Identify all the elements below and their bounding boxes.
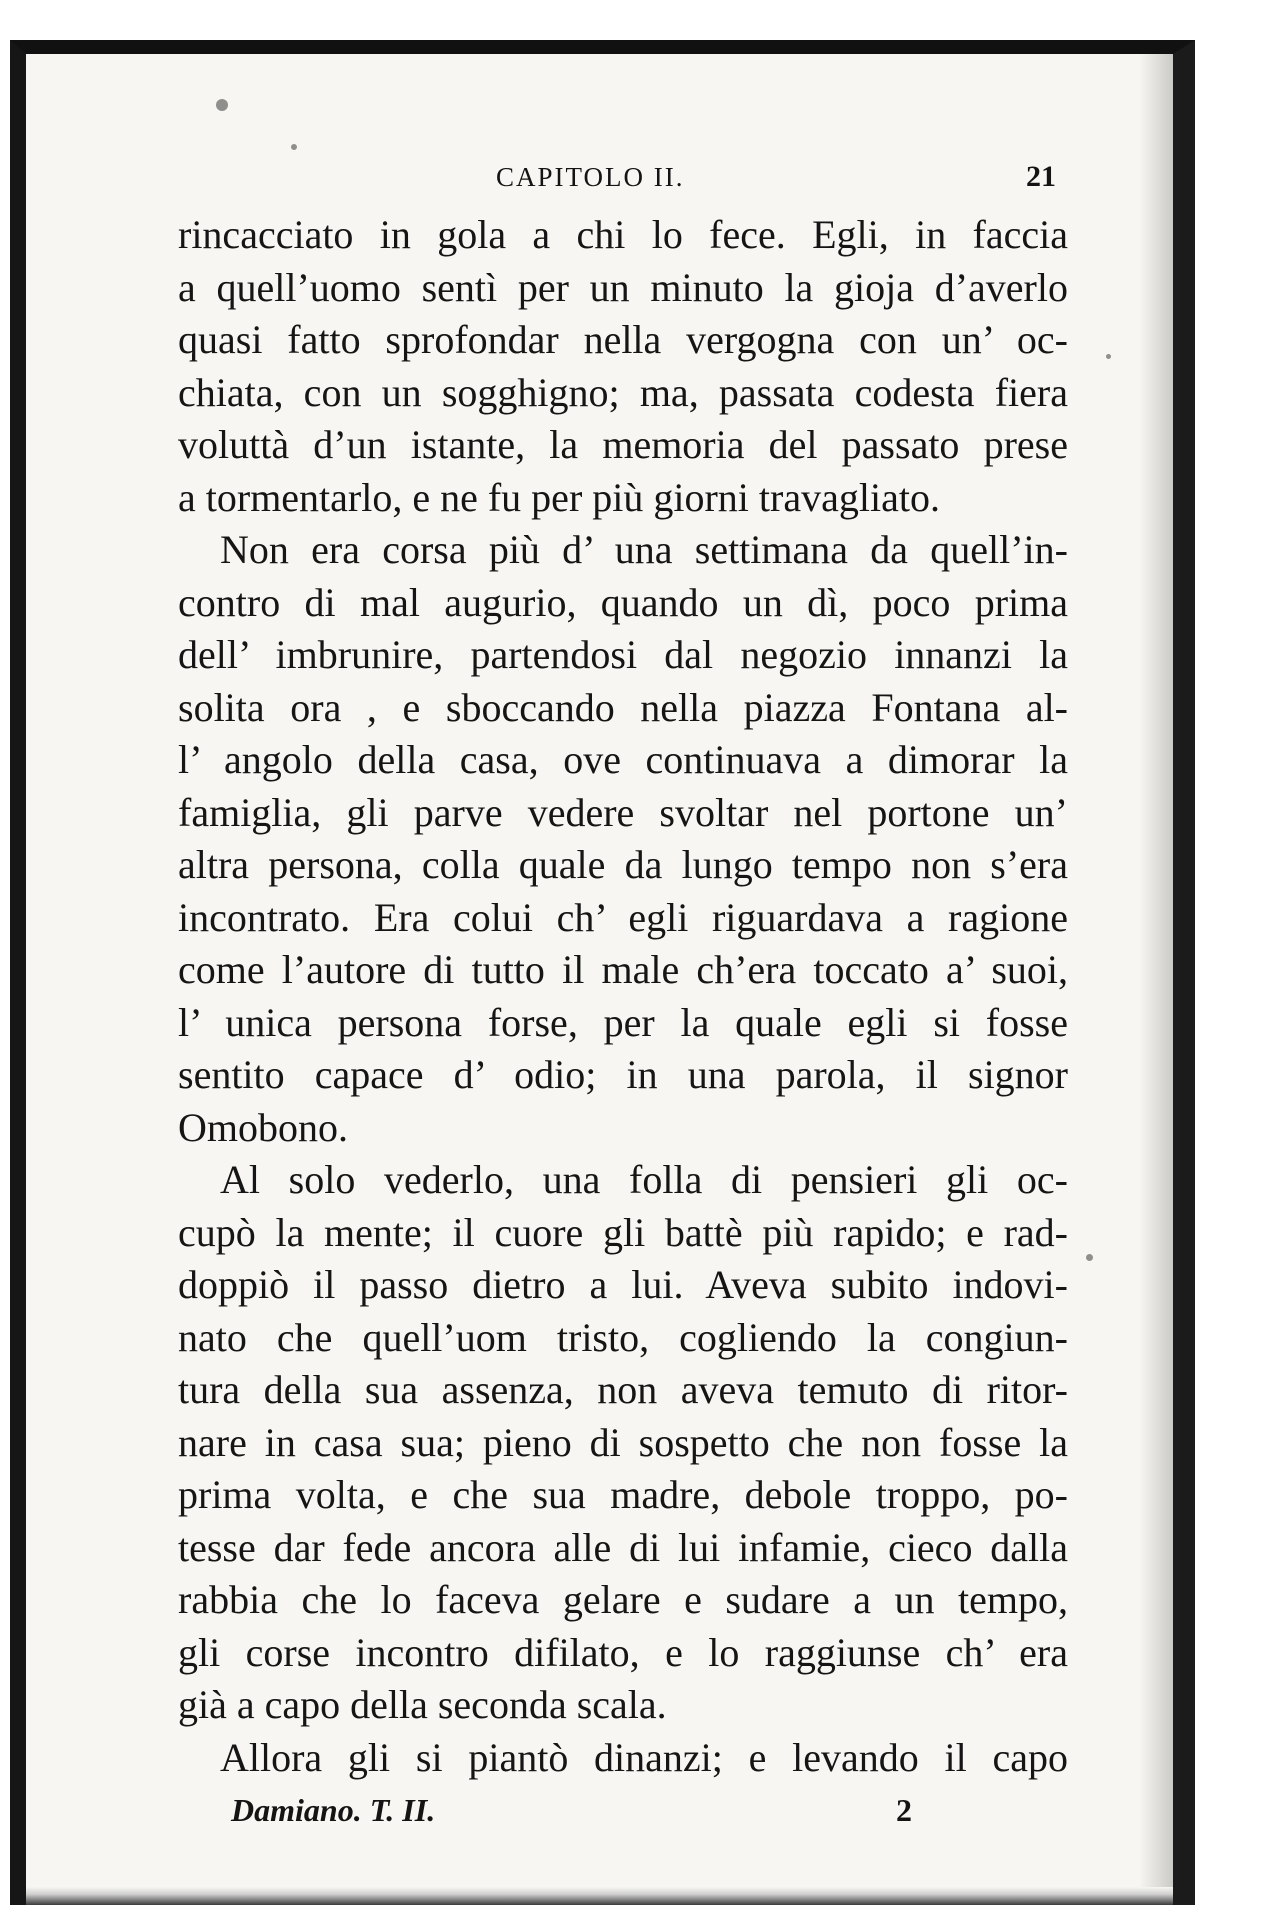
text-line: tura della sua assenza, non aveva temuto di ritor- (178, 1367, 1068, 1412)
text-line: Allora gli si piantò dinanzi; e levando il capo (220, 1734, 1068, 1780)
running-head (26, 162, 1173, 202)
text-line: altra persona, colla quale da lungo tempo non s’era (178, 842, 1068, 887)
chapter-title: CAPITOLO II. (496, 162, 685, 192)
text-line: sentito capace d’ odio; in una parola, il signor (178, 1052, 1068, 1097)
page-number: 21 (1026, 160, 1056, 193)
text-line: nare in casa sua; pieno di sospetto che non fosse la (178, 1419, 1068, 1465)
text-line: nato che quell’uom tristo, cogliendo la congiun- (178, 1314, 1068, 1360)
ink-speck (1106, 354, 1111, 359)
page-edge-shadow (1139, 54, 1173, 1905)
text-line: doppiò il passo dietro a lui. Aveva subito indovi- (178, 1262, 1068, 1307)
text-line: tesse dar fede ancora alle di lui infamie, cieco dalla (178, 1524, 1068, 1570)
text-line: a quell’uomo sentì per un minuto la gioja d’averlo (178, 264, 1068, 310)
ink-speck (291, 144, 297, 150)
text-line: prima volta, e che sua madre, debole troppo, po- (178, 1472, 1068, 1517)
text-line: chiata, con un sogghigno; ma, passata codesta fiera (178, 369, 1068, 415)
text-line: incontrato. Era colui ch’ egli riguardava a ragione (178, 894, 1068, 940)
text-line: contro di mal augurio, quando un dì, poco prima (178, 579, 1068, 625)
text-line: come l’autore di tutto il male ch’era toccato a’ suoi, (178, 947, 1068, 992)
page-bottom-edge (26, 1887, 1173, 1905)
text-line: Omobono. (178, 1104, 348, 1150)
text-line: a tormentarlo, e ne fu per più giorni travagliato. (178, 474, 940, 520)
body-text (178, 209, 1068, 1784)
ink-speck (216, 99, 228, 111)
signature-number: 2 (896, 1792, 912, 1828)
text-line: rincacciato in gola a chi lo fece. Egli, in faccia (178, 212, 1068, 257)
text-line: già a capo della seconda scala. (178, 1682, 667, 1727)
book-page (10, 40, 1195, 1905)
ink-speck (1086, 1254, 1093, 1261)
text-line: l’ angolo della casa, ove continuava a dimorar la (178, 737, 1068, 782)
text-line: Non era corsa più d’ una settimana da quell’in- (220, 527, 1068, 572)
text-line: famiglia, gli parve vedere svoltar nel portone un’ (178, 789, 1068, 835)
text-line: cupò la mente; il cuore gli battè più rapido; e rad- (178, 1209, 1068, 1255)
text-line: Al solo vederlo, una folla di pensieri gli oc- (220, 1157, 1068, 1202)
text-line: quasi fatto sprofondar nella vergogna con un’ oc- (178, 317, 1068, 362)
text-line: rabbia che lo faceva gelare e sudare a un tempo, (178, 1577, 1068, 1622)
text-line: voluttà d’un istante, la memoria del passato prese (178, 422, 1068, 467)
text-line: dell’ imbrunire, partendosi dal negozio innanzi la (178, 632, 1068, 677)
signature-mark: Damiano. T. II. (231, 1792, 436, 1828)
text-line: solita ora , e sboccando nella piazza Fontana al- (178, 684, 1068, 730)
text-line: gli corse incontro difilato, e lo raggiunse ch’ era (178, 1629, 1068, 1675)
text-line: l’ unica persona forse, per la quale egli si fosse (178, 999, 1068, 1045)
